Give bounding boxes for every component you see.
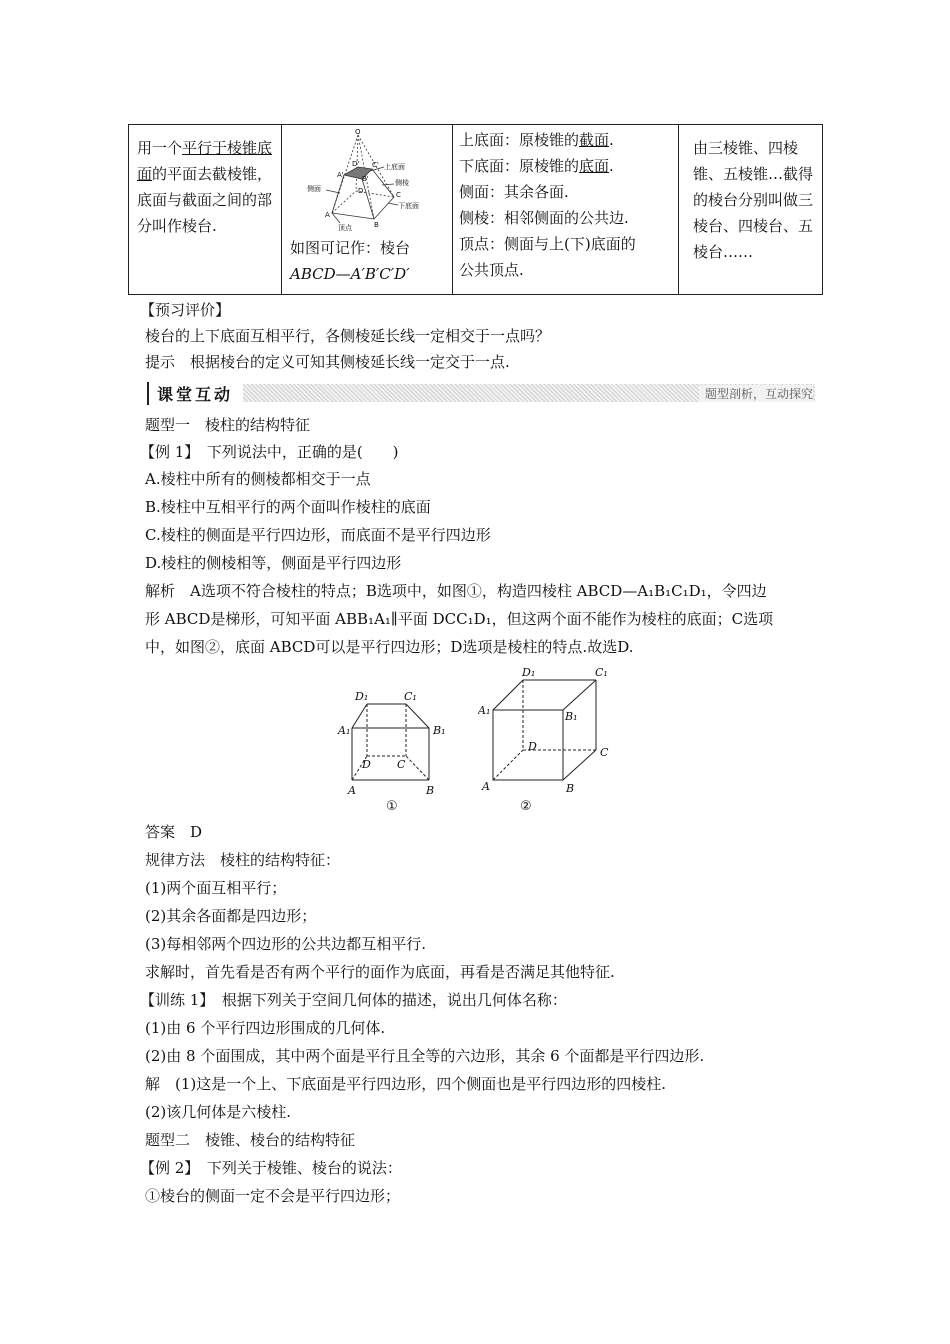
training-item-1: (1)由 6 个平行四边形围成的几何体.	[145, 1019, 386, 1037]
label-lateral-edge: 侧棱	[395, 179, 409, 187]
label-D: D	[358, 187, 364, 195]
section-bar	[145, 384, 815, 402]
fig1-label-C: C	[397, 758, 406, 771]
underlined-term: 平行于棱锥底面	[137, 139, 273, 183]
fig1-label-B: B	[426, 784, 435, 797]
label-C: C	[396, 191, 401, 199]
fig2-label-C1: C₁	[595, 666, 608, 679]
answer: 答案 D	[145, 823, 203, 841]
type1-title: 题型一 棱柱的结构特征	[145, 416, 311, 434]
label-B: B	[374, 221, 379, 229]
option-c: C.棱柱的侧面是平行四边形，而底面不是平行四边形	[145, 526, 491, 544]
fig2-label-C: C	[600, 746, 609, 759]
parts-cell: 上底面：原棱锥的截面. 下底面：原棱锥的底面. 侧面：其余各面. 侧棱：相邻侧面的公共边. 顶点：侧面与上(下)底面的 公共顶点.	[453, 125, 679, 295]
section-title: 课堂互动	[147, 382, 233, 405]
method-title: 规律方法 棱柱的结构特征：	[145, 851, 341, 869]
preview-question: 棱台的上下底面互相平行，各侧棱延长线一定相交于一点吗？	[145, 327, 551, 345]
method-item-1: (1)两个面互相平行；	[145, 879, 287, 897]
fig1-label-B1: B₁	[433, 724, 446, 737]
type2-title: 题型二 棱锥、棱台的结构特征	[145, 1131, 356, 1149]
fig1-label-C1: C₁	[404, 690, 417, 703]
figure-caption: 如图可记作：棱台 ABCD—A′B′C′D′	[290, 239, 411, 283]
label-D-prime: D'	[352, 160, 360, 168]
prism-figure-1	[336, 684, 466, 814]
fig1-label-D1: D₁	[355, 690, 369, 703]
analysis-line-1: 解析 A选项不符合棱柱的特点；B选项中，如图①，构造四棱柱 ABCD—A₁B₁C₁D₁，令四边	[145, 582, 767, 600]
fig2-label-A1: A₁	[478, 704, 491, 717]
example1: 【例 1】 下列说法中，正确的是( )	[140, 443, 399, 461]
method-item-2: (2)其余各面都是四边形；	[145, 907, 317, 925]
label-top-base: 上底面	[384, 163, 405, 171]
option-d: D.棱柱的侧棱相等，侧面是平行四边形	[145, 554, 402, 572]
definition-cell: 用一个平行于棱锥底面的平面去截棱锥，底面与截面之间的部分叫作棱台.	[129, 125, 282, 295]
definition-table	[128, 124, 823, 295]
fig2-label-B1: B₁	[565, 710, 578, 723]
label-A-prime: A'	[337, 171, 344, 179]
fig1-label-D: D	[362, 758, 371, 771]
label-bottom-base: 下底面	[398, 202, 419, 210]
example2: 【例 2】 下列关于棱锥、棱台的说法：	[140, 1159, 402, 1177]
fig2-label-B: B	[566, 782, 575, 795]
label-A: A	[325, 211, 330, 219]
fig2-label-D: D	[528, 740, 537, 753]
method-tail: 求解时，首先看是否有两个平行的面作为底面，再看是否满足其他特征.	[145, 963, 615, 981]
label-side-face: 侧面	[307, 185, 321, 193]
label-O: O	[355, 128, 361, 136]
figure-cell	[282, 125, 453, 295]
fig1-label-A1: A₁	[338, 724, 351, 737]
frustum-figure	[302, 127, 422, 232]
fig2-number: ②	[520, 799, 532, 814]
fig2-label-D1: D₁	[522, 666, 536, 679]
training1: 【训练 1】 根据下列关于空间几何体的描述，说出几何体名称：	[140, 991, 567, 1009]
analysis-line-3: 中，如图②，底面 ABCD可以是平行四边形；D选项是棱柱的特点.故选D.	[145, 638, 634, 656]
label-vertex: 顶点	[338, 224, 352, 232]
option-b: B.棱柱中互相平行的两个面叫作棱柱的底面	[145, 498, 431, 516]
solution-line-2: (2)该几何体是六棱柱.	[145, 1103, 292, 1121]
training-item-2: (2)由 8 个面围成，其中两个面是平行且全等的六边形，其余 6 个面都是平行四边形.	[145, 1047, 705, 1065]
prism-figure-2	[478, 664, 628, 814]
preview-heading: 【预习评价】	[140, 301, 231, 319]
preview-hint: 提示 根据棱台的定义可知其侧棱延长线一定交于一点.	[145, 353, 510, 371]
analysis-line-2: 形 ABCD是梯形，可知平面 ABB₁A₁∥平面 DCC₁D₁，但这两个面不能作为棱柱的底面；C选项	[145, 610, 774, 628]
label-B-prime: B'	[362, 175, 369, 183]
fig1-label-A: A	[348, 784, 356, 797]
method-item-3: (3)每相邻两个四边形的公共边都互相平行.	[145, 935, 427, 953]
label-C-prime: C'	[372, 161, 379, 169]
classification-cell: 由三棱锥、四棱锥、五棱锥…截得的棱台分别叫做三棱台、四棱台、五棱台……	[679, 125, 823, 295]
example2-item-1: ①棱台的侧面一定不会是平行四边形；	[145, 1187, 401, 1205]
section-subtitle: 题型剖析，互动探究	[699, 385, 813, 402]
solution-line-1: 解 (1)这是一个上、下底面是平行四边形，四个侧面也是平行四边形的四棱柱.	[145, 1075, 667, 1093]
option-a: A.棱柱中所有的侧棱都相交于一点	[145, 470, 371, 488]
fig1-number: ①	[386, 799, 398, 814]
fig2-label-A: A	[482, 780, 490, 793]
